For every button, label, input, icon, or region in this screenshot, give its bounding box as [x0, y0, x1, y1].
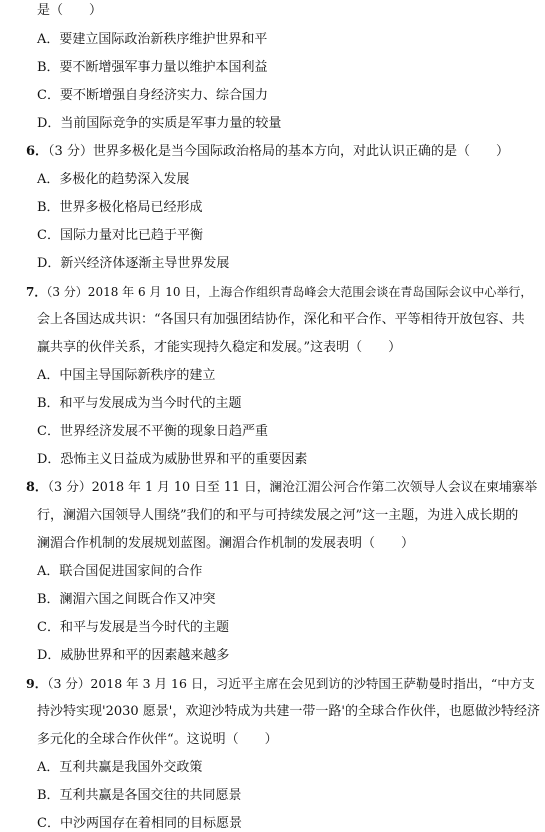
q7-option-d[interactable]: D．恐怖主义日益成为威胁世界和平的重要因素 [37, 452, 308, 467]
q8-option-d[interactable]: D．威胁世界和平的因素越来越多 [37, 648, 230, 663]
q6-option-a[interactable]: A．多极化的趋势深入发展 [37, 172, 190, 187]
q8-number: 8． [26, 480, 48, 495]
q8-stem-line-2: 行，澜湄六国领导人围绕”我们的和平与可持续发展之河”这一主题，为进入成长期的 [37, 508, 519, 523]
q7-option-b[interactable]: B．和平与发展成为当今时代的主题 [37, 396, 242, 411]
q5-option-d[interactable]: D．当前国际竞争的实质是军事力量的较量 [37, 116, 282, 131]
q8-stem [26, 480, 537, 496]
q6-option-c[interactable]: C．国际力量对比已趋于平衡 [37, 228, 203, 243]
q7-stem-line-2: 会上各国达成共识：“各国只有加强团结协作，深化和平合作、平等相待开放包容、共 [37, 312, 525, 327]
q6-option-d[interactable]: D．新兴经济体逐渐主导世界发展 [37, 256, 230, 271]
q6-number: 6． [26, 144, 49, 159]
q9-option-c[interactable]: C．中沙两国存在着相同的目标愿景 [37, 816, 242, 831]
q5-option-a[interactable]: A．要建立国际政治新秩序维护世界和平 [37, 32, 268, 47]
q7-stem [26, 284, 532, 300]
q9-stem [26, 676, 535, 692]
q8-option-b[interactable]: B．澜湄六国之间既合作又冲突 [37, 592, 216, 607]
q7-number: 7． [26, 285, 47, 299]
q9-option-b[interactable]: B．互利共赢是各国交往的共同愿景 [37, 788, 242, 803]
q9-number: 9． [26, 676, 48, 691]
q5-option-c[interactable]: C．要不断增强自身经济实力、综合国力 [37, 88, 268, 103]
q9-stem-line-3: 多元化的全球合作伙伴“。这说明（ ） [37, 732, 278, 747]
q9-stem-line-2: 持沙特实现'2030 愿景'，欢迎沙特成为共建一带一路'的全球合作伙伴，也愿做沙特经济 [37, 704, 540, 719]
q8-stem-line-3: 澜湄合作机制的发展规划蓝图。澜湄合作机制的发展表明（ ） [37, 536, 415, 551]
q9-stem-line-1: （3 分）2018 年 3 月 16 日，习近平主席在会见到访的沙特国王萨勒曼时指出，“中方支 [47, 676, 535, 691]
q6-stem-line-1: （3 分）世界多极化是当今国际政治格局的基本方向，对此认识正确的是（ ） [48, 144, 509, 159]
q5-option-b[interactable]: B．要不断增强军事力量以维护本国利益 [37, 60, 268, 75]
q6-option-b[interactable]: B．世界多极化格局已经形成 [37, 200, 203, 215]
q8-option-c[interactable]: C．和平与发展是当今时代的主题 [37, 620, 229, 635]
q8-option-a[interactable]: A．联合国促进国家间的合作 [37, 564, 203, 579]
q6-stem [26, 144, 509, 160]
q7-stem-line-1: （3 分）2018 年 6 月 10 日，上海合作组织青岛峰会大范围会谈在青岛国际会议中心举行， [46, 285, 533, 299]
q8-stem-line-1: （3 分）2018 年 1 月 10 日至 11 日，澜沧江湄公河合作第二次领导人会议在柬埔寨举 [47, 480, 538, 495]
q5-stem-end: 是（ ） [37, 3, 103, 18]
q7-stem-line-3: 赢共享的伙伴关系，才能实现持久稳定和发展。”这表明（ ） [37, 340, 402, 355]
q7-option-a[interactable]: A．中国主导国际新秩序的建立 [37, 368, 216, 383]
q7-option-c[interactable]: C．世界经济发展不平衡的现象日趋严重 [37, 424, 268, 439]
q9-option-a[interactable]: A．互利共赢是我国外交政策 [37, 760, 203, 775]
